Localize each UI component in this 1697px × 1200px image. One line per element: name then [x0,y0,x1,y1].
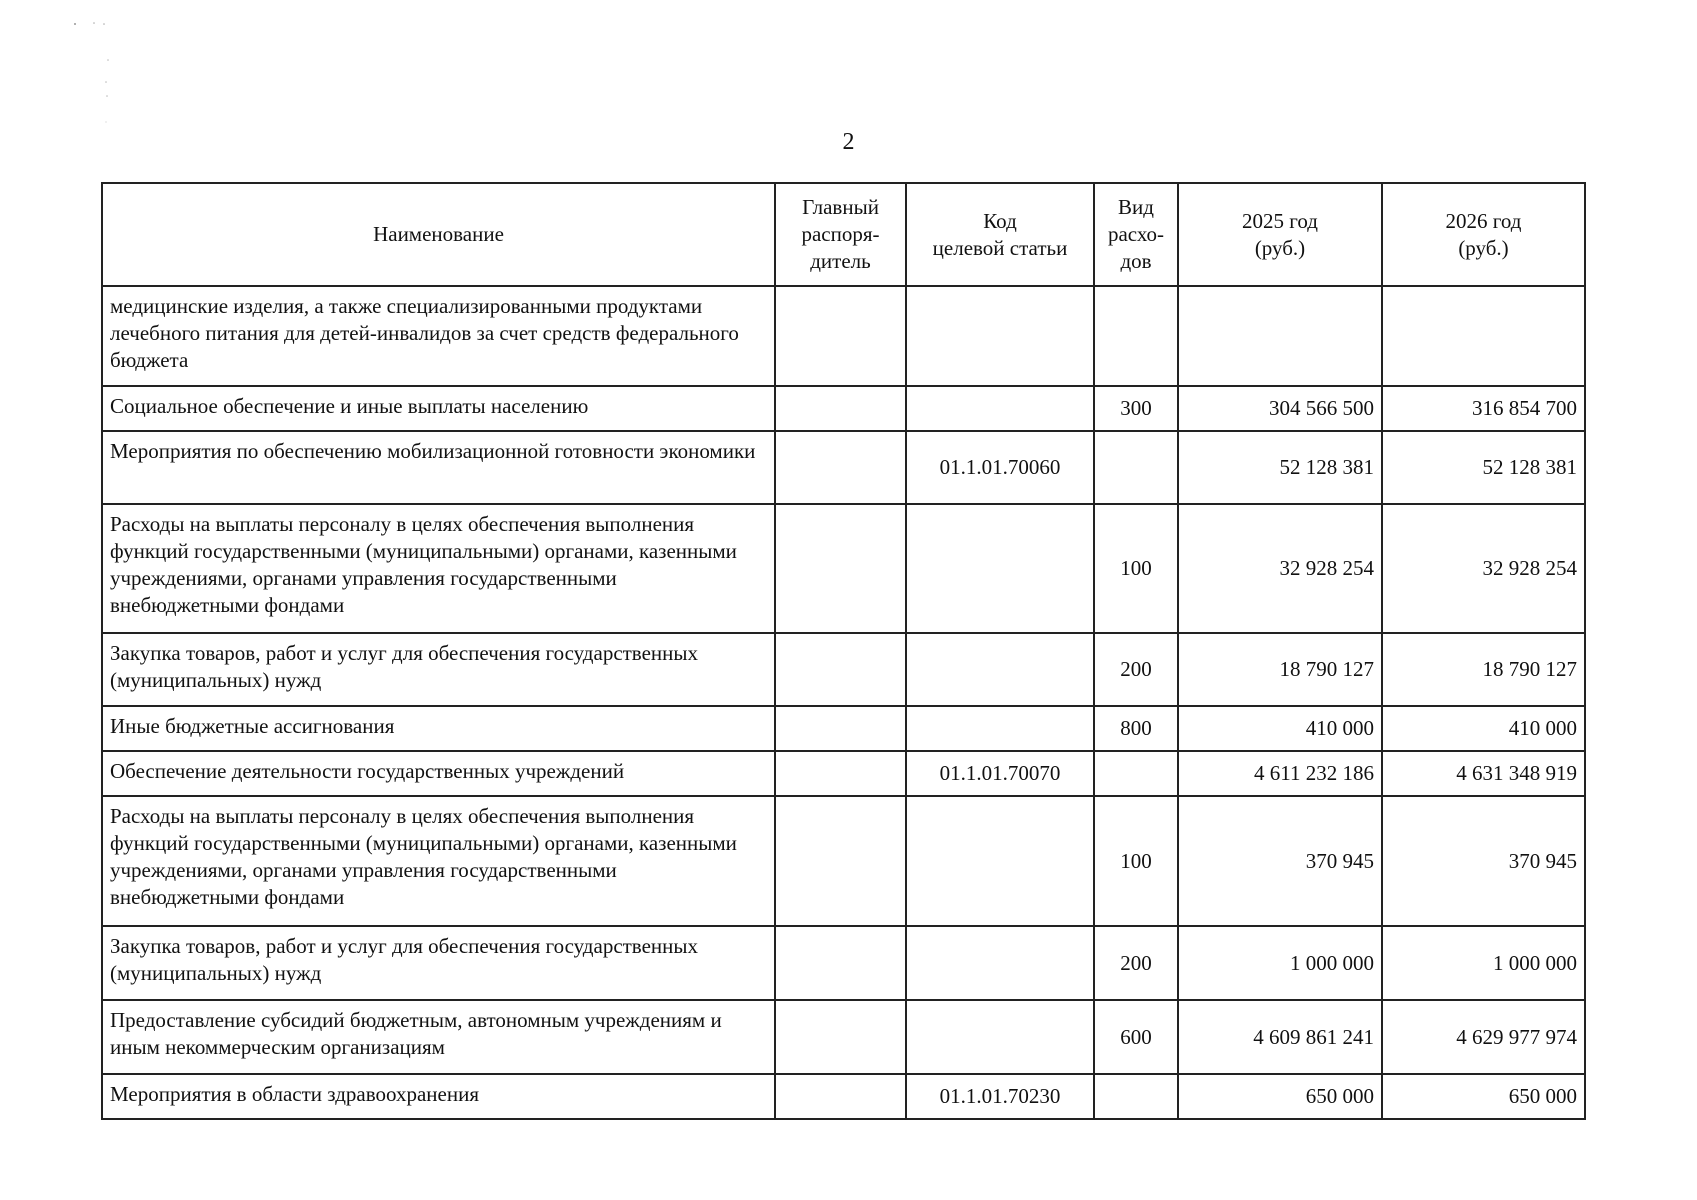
cell-2025: 4 611 232 186 [1178,751,1382,796]
cell-name: Социальное обеспечение и иные выплаты населению [102,386,775,431]
cell-code [906,796,1094,926]
cell-manager [775,1074,906,1119]
budget-table [101,182,1586,1120]
header-2025: 2025 год (руб.) [1178,183,1382,286]
header-type: Вид расхо- дов [1094,183,1178,286]
cell-manager [775,633,906,706]
cell-manager [775,431,906,504]
table-row [102,286,1585,386]
table-row [102,751,1585,796]
cell-code: 01.1.01.70070 [906,751,1094,796]
cell-2026: 410 000 [1382,706,1585,751]
cell-manager [775,386,906,431]
table-header-row [102,183,1585,286]
cell-2025: 1 000 000 [1178,926,1382,1000]
cell-name: Закупка товаров, работ и услуг для обеспечения государственных (муниципальных) нужд [102,926,775,1000]
cell-code [906,706,1094,751]
header-name: Наименование [102,183,775,286]
table-row [102,706,1585,751]
cell-2025: 18 790 127 [1178,633,1382,706]
cell-code: 01.1.01.70230 [906,1074,1094,1119]
cell-code [906,1000,1094,1074]
header-manager: Главный распоря- дитель [775,183,906,286]
cell-2025 [1178,286,1382,386]
cell-code [906,286,1094,386]
scan-specks [70,20,130,140]
table-row [102,431,1585,504]
table-body [102,286,1585,1119]
cell-code [906,504,1094,633]
cell-2026: 4 629 977 974 [1382,1000,1585,1074]
cell-type [1094,751,1178,796]
cell-manager [775,286,906,386]
cell-2025: 304 566 500 [1178,386,1382,431]
cell-name: Расходы на выплаты персоналу в целях обеспечения выполнения функций государственными (муниципальными) органами, казенными учреждениями, органами управления государственными внебюджетными фондами [102,504,775,633]
cell-type [1094,286,1178,386]
cell-2026: 4 631 348 919 [1382,751,1585,796]
cell-name: медицинские изделия, а также специализированными продуктами лечебного питания для детей-инвалидов за счет средств федерального бюджета [102,286,775,386]
cell-2026 [1382,286,1585,386]
cell-2026: 32 928 254 [1382,504,1585,633]
cell-name: Закупка товаров, работ и услуг для обеспечения государственных (муниципальных) нужд [102,633,775,706]
cell-2025: 370 945 [1178,796,1382,926]
page-number: 2 [842,129,855,155]
table-row [102,796,1585,926]
cell-manager [775,926,906,1000]
cell-name: Иные бюджетные ассигнования [102,706,775,751]
cell-code [906,926,1094,1000]
cell-name: Предоставление субсидий бюджетным, автономным учреждениям и иным некоммерческим организациям [102,1000,775,1074]
cell-2026: 52 128 381 [1382,431,1585,504]
cell-type [1094,1074,1178,1119]
cell-manager [775,796,906,926]
cell-manager [775,1000,906,1074]
table-row [102,1074,1585,1119]
cell-2026: 370 945 [1382,796,1585,926]
cell-2025: 52 128 381 [1178,431,1382,504]
cell-name: Обеспечение деятельности государственных учреждений [102,751,775,796]
cell-2025: 32 928 254 [1178,504,1382,633]
cell-manager [775,706,906,751]
cell-type: 300 [1094,386,1178,431]
cell-type: 100 [1094,504,1178,633]
cell-name: Мероприятия в области здравоохранения [102,1074,775,1119]
cell-type: 600 [1094,1000,1178,1074]
cell-name: Расходы на выплаты персоналу в целях обеспечения выполнения функций государственными (муниципальными) органами, казенными учреждениями, органами управления государственными внебюджетными фондами [102,796,775,926]
cell-code [906,633,1094,706]
cell-type: 200 [1094,633,1178,706]
table-row [102,926,1585,1000]
cell-name: Мероприятия по обеспечению мобилизационной готовности экономики [102,431,775,504]
cell-2026: 1 000 000 [1382,926,1585,1000]
cell-2026: 650 000 [1382,1074,1585,1119]
cell-type [1094,431,1178,504]
header-code: Код целевой статьи [906,183,1094,286]
cell-2025: 410 000 [1178,706,1382,751]
cell-type: 800 [1094,706,1178,751]
cell-type: 200 [1094,926,1178,1000]
cell-code: 01.1.01.70060 [906,431,1094,504]
cell-2026: 18 790 127 [1382,633,1585,706]
table-row [102,633,1585,706]
cell-manager [775,751,906,796]
cell-manager [775,504,906,633]
cell-2025: 650 000 [1178,1074,1382,1119]
table-row [102,386,1585,431]
cell-2026: 316 854 700 [1382,386,1585,431]
cell-code [906,386,1094,431]
table-row [102,504,1585,633]
cell-type: 100 [1094,796,1178,926]
cell-2025: 4 609 861 241 [1178,1000,1382,1074]
table-row [102,1000,1585,1074]
header-2026: 2026 год (руб.) [1382,183,1585,286]
